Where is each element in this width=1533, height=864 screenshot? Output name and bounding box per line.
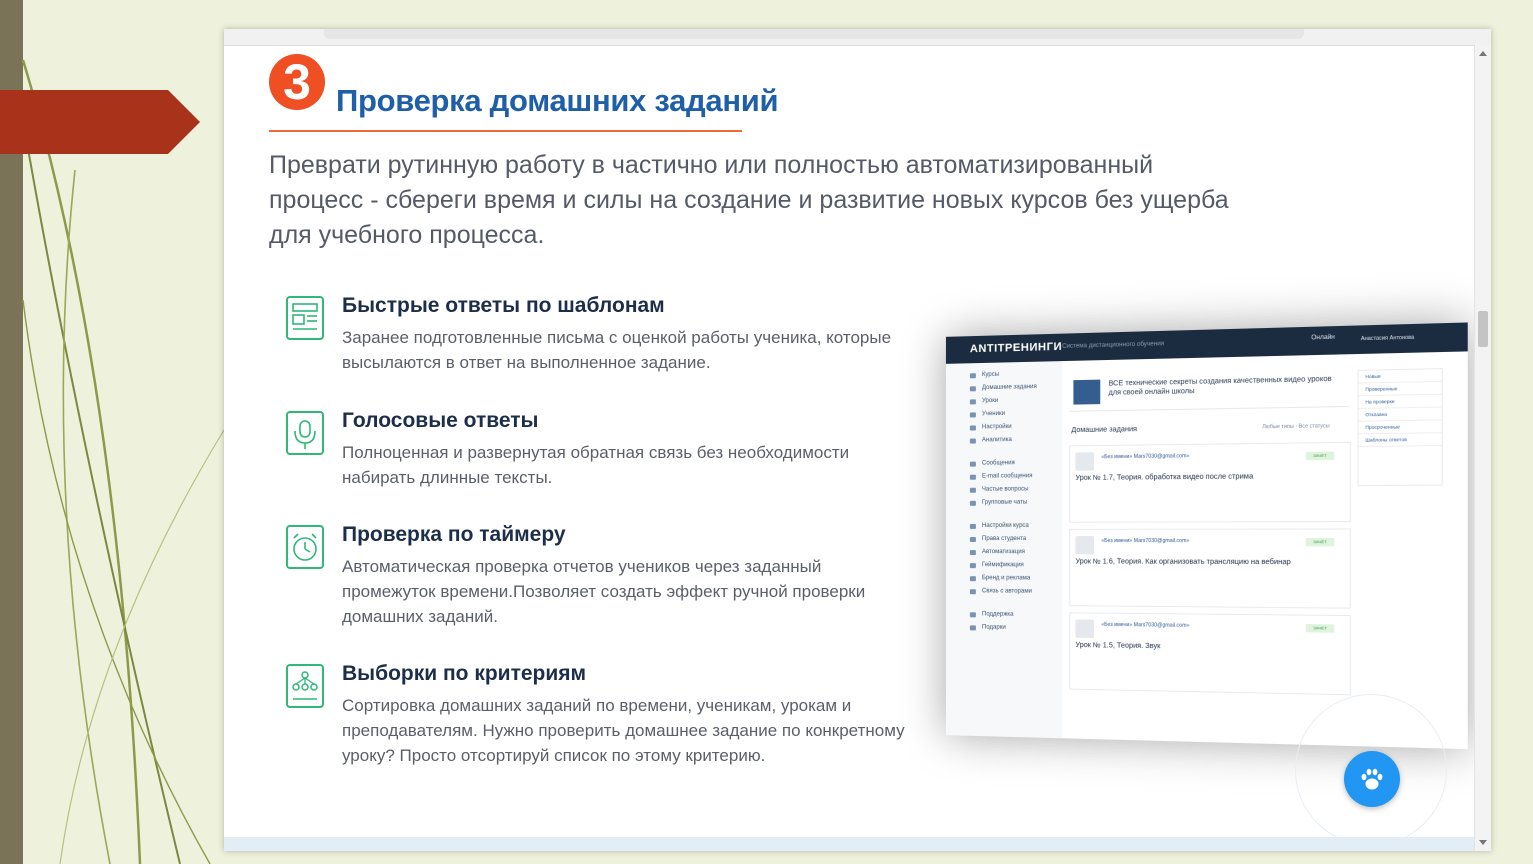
- alarm-clock-icon: [284, 523, 326, 571]
- nav-label: E-mail сообщения: [981, 473, 1033, 480]
- feature-description: Автоматическая проверка отчетов учеников через заданный промежуток времени.Позволяет создать эффект ручной проверки домашних заданий.: [342, 557, 866, 626]
- hierarchy-filter-icon: [284, 662, 326, 710]
- mockup-homework-card: [1069, 528, 1351, 608]
- nav-label: Частые вопросы: [981, 486, 1029, 493]
- mockup-nav-item: [946, 608, 1062, 622]
- feature-title: Выборки по критериям: [342, 662, 587, 685]
- feature-description: Сортировка домашних заданий по времени, ученикам, урокам и преподавателям. Нужно проверить домашнее задание по конкретному уроку? Просто отсортируй список по этому критерию.: [342, 696, 905, 765]
- nav-label: Подарки: [981, 624, 1006, 631]
- mockup-tagline: Система дистанционного обучения: [1062, 341, 1165, 350]
- status-badge: ЗАЧЁТ: [1306, 452, 1335, 461]
- filter-option: Проверенные: [1359, 382, 1442, 396]
- mockup-filter: Любые типы · Все статусы: [1262, 423, 1330, 431]
- voice-microphone-icon: [284, 409, 326, 457]
- nav-label: Сообщения: [981, 460, 1015, 467]
- nav-icon: [970, 488, 976, 493]
- intro-paragraph: Преврати рутинную работу в частично или полностью автоматизированный процесс - сбереги время и силы на создание и развитие новых курсов без ущерба для учебного процесса.: [269, 151, 1229, 249]
- nav-icon: [970, 550, 976, 555]
- mockup-section-title: Домашние задания: [1071, 426, 1138, 435]
- student-email: «Без имени» Mars7030@gmail.com»: [1101, 453, 1190, 461]
- filter-option: Шаблоны ответов: [1359, 433, 1442, 447]
- nav-icon: [970, 576, 976, 581]
- mockup-nav-item: [946, 483, 1062, 497]
- mockup-nav-item: [946, 433, 1062, 448]
- feature-title: Быстрые ответы по шаблонам: [342, 294, 665, 317]
- mockup-nav-item: [946, 496, 1062, 510]
- status-badge: ЗАЧЁТ: [1306, 538, 1335, 546]
- mockup-brand: ANTITРЕНИНГИ: [969, 340, 1063, 356]
- nav-label: Связь с авторами: [981, 588, 1032, 595]
- page-title: Проверка домашних заданий: [336, 83, 779, 118]
- course-title: ВСЕ технические секреты создания качественных видео уроков для своей онлайн школы: [1108, 375, 1332, 397]
- mockup-status: Онлайн: [1311, 334, 1335, 342]
- nav-icon: [970, 524, 976, 529]
- mockup-nav-item: [946, 520, 1062, 533]
- nav-icon: [970, 412, 976, 417]
- nav-label: Бренд и реклама: [981, 575, 1031, 582]
- step-number-badge: 3: [269, 54, 325, 110]
- nav-label: Геймификация: [981, 562, 1024, 569]
- nav-label: Аналитика: [981, 437, 1012, 444]
- mockup-nav-item: [946, 559, 1062, 573]
- avatar: [1075, 452, 1094, 471]
- page-bottom-band: [224, 837, 1475, 851]
- nav-icon: [970, 589, 976, 594]
- filter-option: Новые: [1359, 369, 1442, 383]
- lesson-title: Урок № 1.5, Теория. Звук: [1075, 641, 1161, 651]
- chat-widget-button[interactable]: [1344, 751, 1400, 807]
- scrollbar-thumb[interactable]: [1478, 311, 1488, 347]
- avatar: [1075, 619, 1094, 638]
- lesson-title: Урок № 1.6, Теория. Как организовать трансляцию на вебинар: [1075, 558, 1291, 567]
- lesson-title: Урок № 1.7, Теория. обработка видео после стрима: [1075, 473, 1254, 482]
- nav-icon: [970, 612, 976, 617]
- nav-label: Групповые чаты: [981, 499, 1028, 506]
- filter-option: Просроченные: [1359, 420, 1442, 434]
- mockup-homework-card: [1069, 612, 1351, 695]
- nav-icon: [970, 625, 976, 630]
- nav-label: Ученики: [981, 410, 1006, 418]
- nav-icon: [970, 563, 976, 568]
- student-email: «Без имени» Mars7030@gmail.com»: [1101, 537, 1190, 545]
- nav-label: Настройки: [981, 423, 1012, 431]
- slide-arrow-tab: [0, 90, 200, 154]
- mockup-window: [946, 322, 1468, 749]
- paw-icon: [1358, 765, 1386, 793]
- mockup-nav-item: [946, 585, 1062, 599]
- filter-option: На проверке: [1359, 395, 1442, 409]
- nav-icon: [970, 386, 976, 391]
- mockup-nav-item: [946, 621, 1062, 636]
- nav-icon: [970, 537, 976, 542]
- feature-title: Голосовые ответы: [342, 409, 539, 432]
- mockup-nav-item: [946, 546, 1062, 559]
- nav-icon: [970, 373, 976, 378]
- nav-label: Поддержка: [981, 611, 1014, 618]
- mockup-nav-item: [946, 457, 1062, 471]
- feature-description: Заранее подготовленные письма с оценкой работы ученика, которые высылаются в ответ на выполненное задание.: [342, 328, 892, 372]
- mockup-homework-card: [1069, 442, 1351, 523]
- nav-icon: [970, 439, 976, 444]
- mockup-nav-item: [946, 533, 1062, 546]
- mockup-nav-item: [946, 572, 1062, 586]
- scroll-up-icon[interactable]: [1479, 51, 1487, 56]
- mockup-course-banner: [1069, 370, 1348, 412]
- browser-top-strip: [224, 29, 1491, 46]
- mockup-header: [946, 322, 1468, 363]
- mockup-nav-item: [946, 470, 1062, 484]
- title-underline: [269, 130, 742, 132]
- mockup-right-panel: [1358, 368, 1443, 486]
- nav-label: Права студента: [981, 535, 1027, 543]
- nav-label: Домашние задания: [981, 383, 1037, 392]
- nav-label: Уроки: [981, 397, 999, 405]
- status-badge: ЗАЧЁТ: [1306, 624, 1335, 633]
- mockup-user: Анастасия Антонова: [1360, 334, 1415, 343]
- address-bar[interactable]: [324, 29, 1304, 39]
- avatar: [1075, 536, 1094, 554]
- nav-label: Автоматизация: [981, 549, 1025, 556]
- mockup-sidebar: [946, 361, 1062, 738]
- nav-icon: [970, 399, 976, 404]
- nav-icon: [970, 425, 976, 430]
- nav-icon: [970, 501, 976, 506]
- course-thumbnail: [1073, 380, 1100, 405]
- feature-title: Проверка по таймеру: [342, 523, 566, 546]
- nav-icon: [970, 475, 976, 480]
- template-document-icon: [284, 294, 326, 342]
- student-email: «Без имени» Mars7030@gmail.com»: [1101, 621, 1190, 629]
- nav-label: Курсы: [981, 371, 1000, 379]
- nav-label: Настройки курса: [981, 522, 1029, 529]
- nav-icon: [970, 462, 976, 467]
- feature-description: Полноценная и развернутая обратная связь без необходимости набирать длинные тексты.: [342, 443, 850, 487]
- vertical-scrollbar[interactable]: [1474, 45, 1491, 851]
- filter-option: Отказано: [1359, 408, 1442, 422]
- embedded-webpage-screenshot: [224, 29, 1491, 851]
- scroll-down-icon[interactable]: [1479, 840, 1487, 845]
